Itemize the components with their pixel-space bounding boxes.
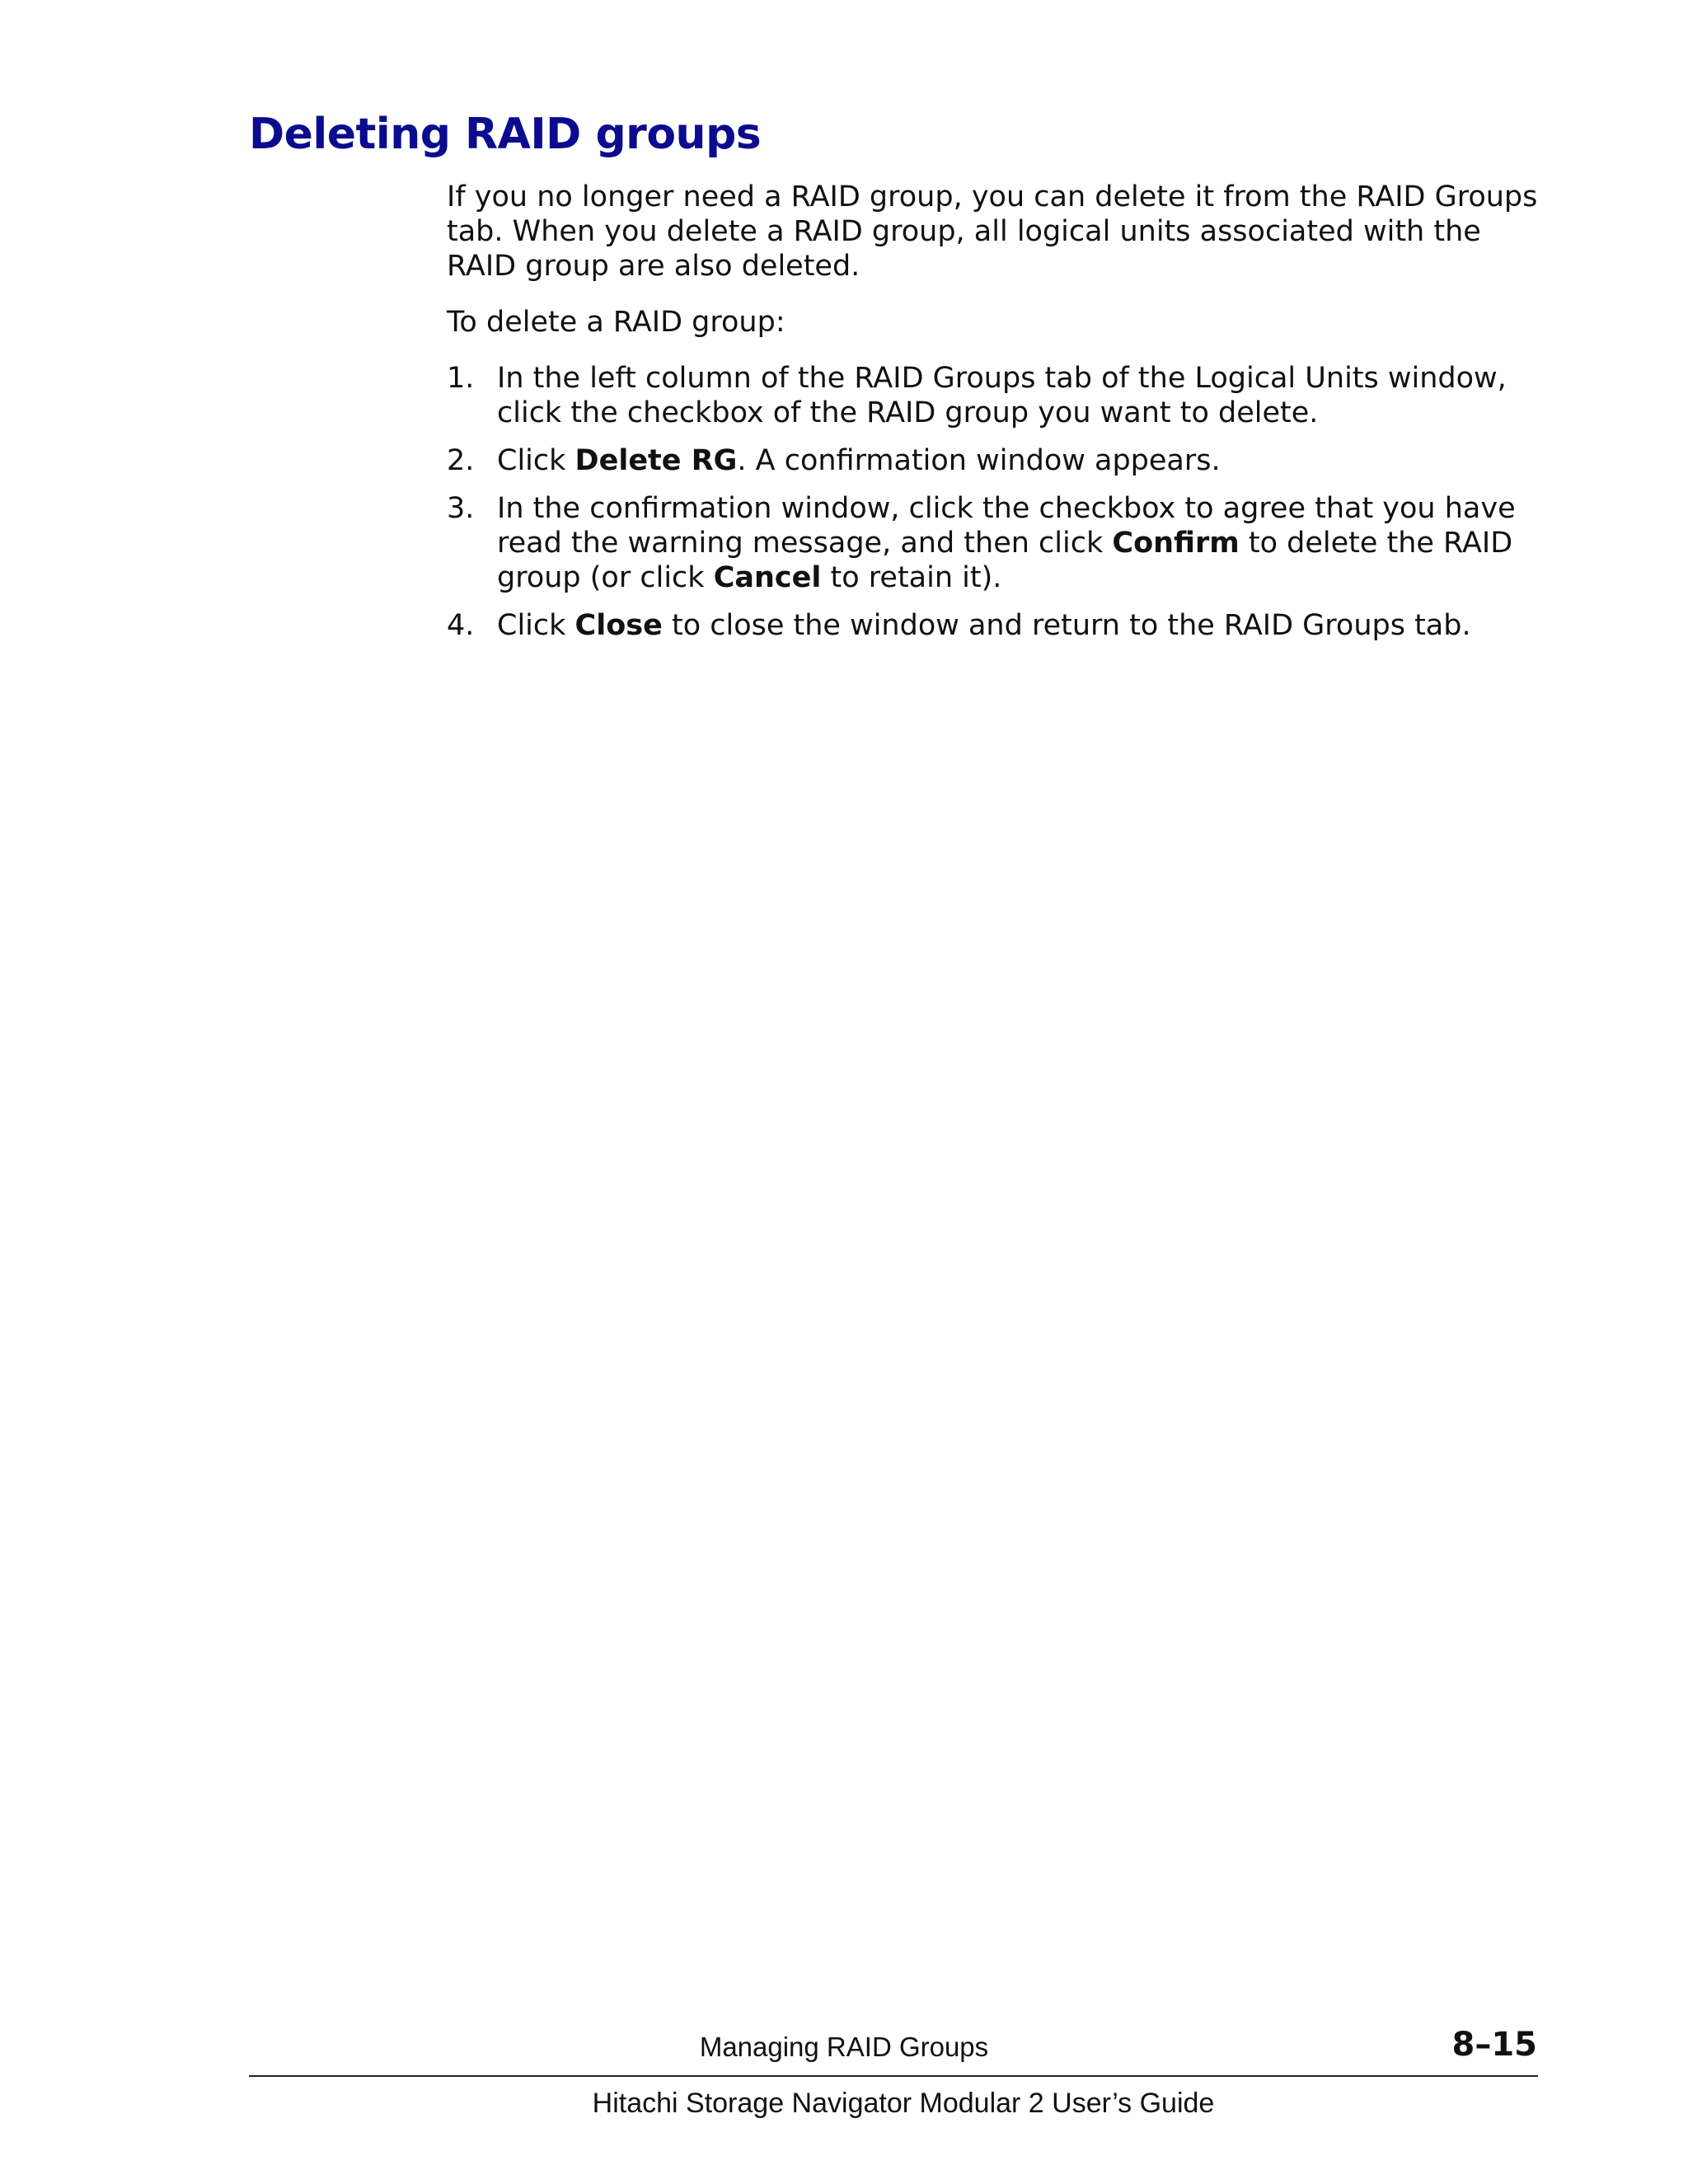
step-text (497, 608, 1543, 643)
step-3 (447, 491, 1543, 595)
intro-paragraph: If you no longer need a RAID group, you can delete it from the RAID Groups tab. When you delete a RAID group, all logical units associated with the RAID group are also deleted. (447, 180, 1538, 283)
step-text-part: Click (497, 444, 575, 477)
footer-page-number: 8–15 (1451, 2026, 1537, 2064)
step-text-part: . A confirmation window appears. (737, 444, 1221, 477)
step-text (497, 491, 1543, 595)
footer-guide-title: Hitachi Storage Navigator Modular 2 User’s Guide (592, 2088, 1215, 2119)
procedure-lead-in: To delete a RAID group: (447, 306, 785, 339)
step-2 (447, 443, 1543, 478)
ui-term-delete-rg: Delete RG (574, 444, 738, 477)
step-1 (447, 361, 1543, 430)
step-text-part: Click (497, 609, 575, 642)
ui-term-confirm: Confirm (1112, 527, 1240, 560)
step-text-part: to retain it). (821, 561, 1002, 594)
ui-term-close: Close (574, 609, 663, 642)
procedure-steps (447, 361, 1543, 643)
step-number: 2. (447, 444, 475, 477)
step-text-part: to delete the RAID group (or click (497, 527, 1513, 594)
footer-section-title: Managing RAID Groups (699, 2032, 989, 2062)
step-4 (447, 608, 1543, 643)
step-text-part: to close the window and return to the RAID Groups tab. (662, 609, 1471, 642)
step-number: 3. (447, 492, 475, 525)
step-text: In the left column of the RAID Groups tab of the Logical Units window, click the checkbox of the RAID group you want to delete. (497, 362, 1507, 429)
section-body (447, 180, 1543, 656)
step-text-part: In the confirmation window, click the checkbox to agree that you have read the warning message, and then click (497, 492, 1516, 560)
ui-term-cancel: Cancel (713, 561, 822, 594)
footer-divider (249, 2075, 1538, 2077)
step-number: 1. (447, 362, 475, 395)
section-heading: Deleting RAID groups (249, 110, 762, 159)
step-number: 4. (447, 609, 475, 642)
step-text (497, 443, 1543, 478)
